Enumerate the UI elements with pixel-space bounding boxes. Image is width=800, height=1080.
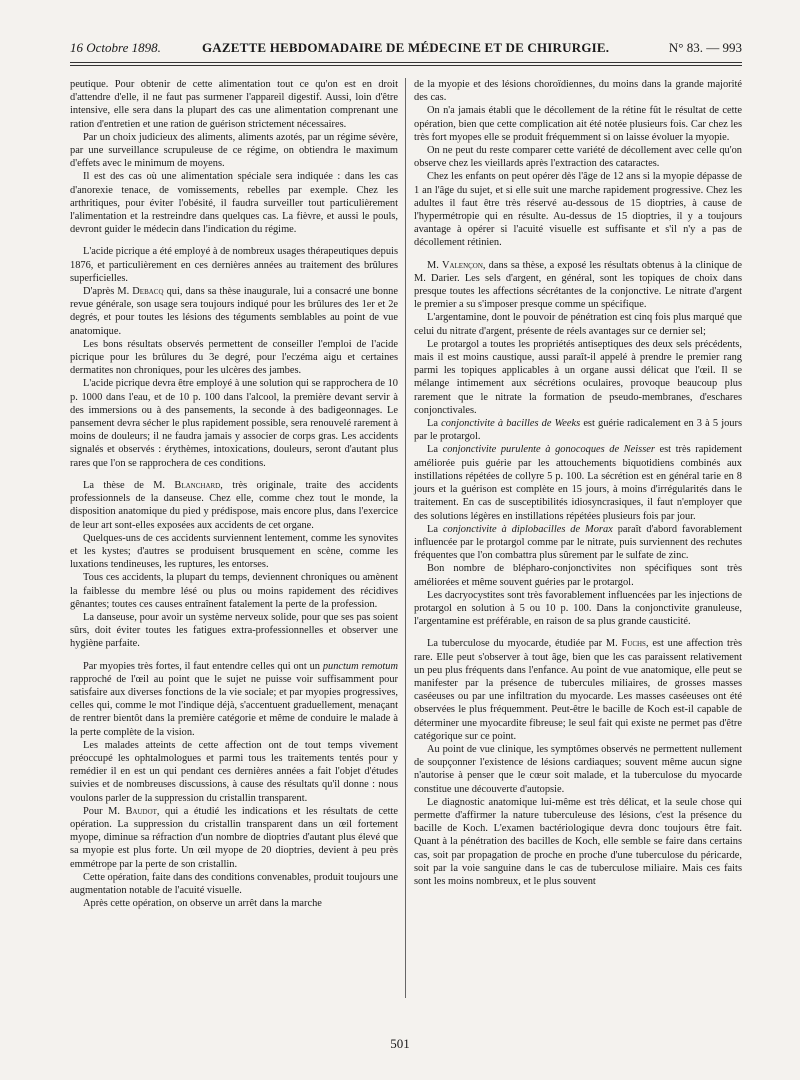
paragraph: Bon nombre de blépharo-conjonctivites non spécifiques sont très améliorées et même souvent guéries par le protargol. [414,563,742,588]
paragraph: Quelques-uns de ces accidents surviennent lentement, comme les synovites et les kystes; d'autres se produisent brusquement en scène, comme les luxations tendineuses, les ruptures, les entorses. [70,532,398,571]
paragraph: Par un choix judicieux des aliments, aliments azotés, par un régime sévère, par une surveillance scrupuleuse de ce régime, on obtiendra le maximum d'effets avec le minimum de moyens. [70,131,398,170]
author-name: Debacq [132,286,164,298]
paragraph: Cette opération, faite dans des conditions convenables, produit toujours une augmentation notable de l'acuité visuelle. [70,871,398,896]
page-number: 501 [390,1036,410,1051]
paragraph: Tous ces accidents, la plupart du temps, deviennent chroniques ou amènent la faiblesse du membre lésé ou plus ou moins rapidement des récidives gênantes; toutes ces causes entraînent fatalement la perte de la profession. [70,572,398,610]
paragraph: On ne peut du reste comparer cette variété de décollement avec celle qu'on observe chez les vieillards après l'extraction des cataractes. [414,145,742,170]
paragraph: La conjonctivite purulente à gonocoques de Neisser est très rapidement améliorée puis guérie par les attouchements biquotidiens combinés aux instillations répétées de collyre 5 p. 100. La sécrétion est en général tarie en 8 jours et la guérison est complète en 15 jours, à moins d'irrégularités dans le traitement. En cas de susceptibilités idiosyncrasiques, il faut n'employer que des solutions légères en instillations répétées plusieurs fois par jour. [414,444,743,522]
author-name: Fuchs [621,638,646,650]
paragraph: D'après M. Debacq qui, dans sa thèse inaugurale, lui a consacré une bonne revue générale, son usage sera toujours indiqué pour les brûlures des 1er et 2e degrés, et pour toutes les lésions des téguments semblables au point de vue anatomique. [70,286,398,337]
paragraph: L'acide picrique a été employé à de nombreux usages thérapeutiques depuis 1876, et particulièrement en ces dernières années au traitement des brûlures superficielles. [70,246,398,284]
paragraph: L'argentamine, dont le pouvoir de pénétration est cinq fois plus marqué que celui du nitrate d'argent, présente de réels avantages sur ce dernier sel; [414,312,742,337]
paragraph: La conjonctivite à bacilles de Weeks est guérie radicalement en 3 à 5 jours par le protargol. [414,418,742,443]
paragraph: Le diagnostic anatomique lui-même est très délicat, et la seule chose qui permette d'affirmer la nature tuberculeuse des lésions, c'est la présence du bacille de Koch. L'examen bactériologique devra donc toujours être fait. Quant à la pénétration des bacilles de Koch, elle semble se faire dans certains cas, soit par propagation de proche en proche d'une tuberculose du péricarde, soit par la voie sanguine dans le cas de tuberculose miliaire. Mais ces faits sont les moins nombreux, et le plus souvent [414,796,742,887]
author-name: Valençon [441,259,483,271]
paragraph: On n'a jamais établi que le décollement de la rétine fût le résultat de cette opération, bien que cette complication ait été notée plusieurs fois. Car chez les très fort myopes elle se produit fréquemment si on laisse évoluer la myopie. [414,105,742,143]
paragraph: Après cette opération, on observe un arrêt dans la marche [83,898,322,910]
paragraph: Par myopies très fortes, il faut entendre celles qui ont un punctum remotum rapproché de l'œil au point que le sujet ne puisse voir suffisamment pour satisfaire aux diverses fonctions de la vie sociale; et par myopies progressives, celles qui, comme le mot l'indique déjà, s'accentuent graduellement, menaçant de rentrer bientôt dans la première catégorie et même de conduire le malade à la perte complète de la vision. [70,660,398,738]
paragraph: Chez les enfants on peut opérer dès l'âge de 12 ans si la myopie dépasse de 1 an l'âge du sujet, et si elle suit une marche rapidement progressive. Chez les adultes il faut être très réservé au-dessous de 15 dioptries, à cause de l'hypermétropie qui en résulte. Au-dessus de 15 dioptries, il y a toujours avantage à opérer si l'acuité visuelle est suffisante et s'il n'y a pas de décollement rétinien. [414,171,742,249]
paragraph: Les malades atteints de cette affection ont de tout temps vivement préoccupé les ophtalmologues et parmi tous les traitements tentés pour y remédier il en est un qui pendant ces dernières années a fait l'objet d'études suivies et de nombreuses discussions, à cause des résultats qu'il donne : nous voulons parler de la suppression du cristallin transparent. [70,739,398,804]
header-rule-top [70,62,742,63]
paragraph: Le protargol a toutes les propriétés antiseptiques des deux sels précédents, mais il est moins caustique, aussi paraît-il appelé à prendre le premier rang parmi les topiques applicables à un organe aussi délicat que l'œil. Il se mélange intimement aux sécrétions oculaires, provoque beaucoup plus rarement que le nitrate la formation de pseudo-membranes, d'eschares conjonctivales. [414,338,742,416]
author-name: Blanchard [174,479,221,491]
paragraph: Les dacryocystites sont très favorablement influencées par les injections de protargol en solution à 5 ou 10 p. 100. Dans la conjonctivite granuleuse, l'argentamine est préférable, en raison de sa plus grande causticité. [414,589,742,628]
header-rule-bottom [70,65,742,66]
left-column [70,78,398,910]
author-name: Baudot [125,805,157,817]
paragraph: M. Valençon, dans sa thèse, a exposé les résultats obtenus à la clinique de M. Darier. Les sels d'argent, en général, sont les topiques de choix dans presque toutes les affections sécrétantes de la conjonctive. Le nitrate d'argent le premier a su s'imposer presque comme un spécifique. [414,259,743,311]
journal-title: GAZETTE HEBDOMADAIRE DE MÉDECINE ET DE CHIRURGIE. [202,40,610,55]
paragraph: La danseuse, pour avoir un système nerveux solide, pour que ses pas soient sûrs, doit éviter toutes les fatigues extra-professionnelles et observer une hygiène parfaite. [70,611,398,650]
paragraph: La conjonctivite à diplobacilles de Morax paraît d'abord favorablement influencée par le protargol comme par le nitrate, puis surviennent des rechutes fréquentes que l'on combattra plus sûrement par le sulfate de zinc. [414,523,742,562]
paragraph: de la myopie et des lésions choroïdiennes, du moins dans la grande majorité des cas. [414,79,742,104]
paragraph: Pour M. Baudot, qui a étudié les indications et les résultats de cette opération. La suppression du cristallin transparent dans un œil fortement myope, diminue sa réfraction d'un nombre de dioptries d'autant plus élevé que sa myopie est plus forte. Un œil myope de 20 dioptries, devient à peu près emmétrope par la perte de son cristallin. [70,805,398,870]
issue-number-page: N° 83. — 993 [668,40,742,55]
paragraph: peutique. Pour obtenir de cette alimentation tout ce qu'on est en droit d'attendre d'elle, il ne faut pas surmener l'appareil digestif. Aussi, loin d'être intensive, elle sera dans la plupart des cas une alimentation comprenant une ration d'entretien et une ration de guérison strictement nécessaires. [70,79,398,130]
column-divider [405,78,406,998]
paragraph: Au point de vue clinique, les symptômes observés ne permettent nullement de soupçonner l'existence de lésions cardiaques; souvent même aucun signe n'autorise à penser que le cœur soit malade, et la tuberculose du myocarde constitue une découverte d'autopsie. [414,743,742,795]
paragraph: Les bons résultats observés permettent de conseiller l'emploi de l'acide picrique pour les brûlures du 3e degré, pour l'eczéma aigu et certaines dermatites non chroniques, pour les ulcères des jambes. [70,338,398,377]
issue-date: 16 Octobre 1898. [70,40,161,55]
paragraph: La thèse de M. Blanchard, très originale, traite des accidents professionnels de la danseuse. Chez elle, comme chez tout le monde, la disposition anatomique du pied y prédispose, mais encore plus, dans l'exercice de leur art sont-elles exposées aux accidents de cet organe. [70,479,399,531]
running-header [70,40,742,58]
paragraph: Il est des cas où une alimentation spéciale sera indiquée : dans les cas d'anorexie tenace, de vomissements, rebelles par exemple. Chez les arthritiques, pour éviter l'obésité, il faudra surveiller tout particulièrement l'alimentation et la restreindre dans quelques cas. La fièvre, et aussi le pouls, devront guider le médecin dans l'indication du régime. [70,171,398,236]
paragraph: La tuberculose du myocarde, étudiée par M. Fuchs, est une affection très rare. Elle peut s'observer à tout âge, bien que les cas paraissent relativement un peu plus fréquents dans l'enfance. Au point de vue anatomique, elle peut se manifester par la présence de tubercules miliaires, de grosses masses caséeuses ou par une infiltration du myocarde. Les masses caséeuses ont été observées le plus fréquemment. Peut-être le bacille de Koch est-il capable de déterminer une myocardite fibreuse; le seul fait qui existe ne permet pas d'être catégorique sur ce point. [414,638,742,742]
paragraph: L'acide picrique devra être employé à une solution qui se rapprochera de 10 p. 1000 dans l'eau, et de 10 p. 100 dans l'alcool, la première devant servir à des immersions ou à des pansements, la seconde à des badigeonnages. Le pansement devra sécher le plus rapidement possible, sera renouvelé rarement à moins de douleurs; il ne faudra jamais y associer de corps gras. Les accidents signalés et observés : érythèmes, intoxications, douleurs, seront d'autant plus rares que l'on se rapprochera de ces conditions. [70,378,398,469]
right-column [414,78,742,888]
